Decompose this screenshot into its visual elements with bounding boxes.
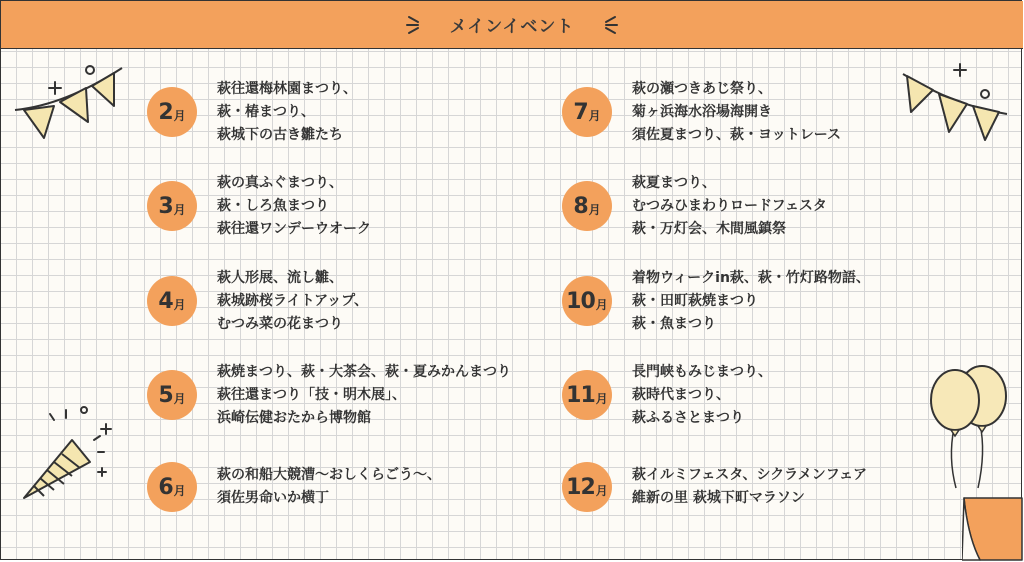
event-list: 萩の和船大競漕〜おしくらごう〜、 須佐男命いか横丁 [217, 467, 441, 506]
event-list: 萩の瀬つきあじ祭り、 菊ヶ浜海水浴場海開き 須佐夏まつり、萩・ヨットレース [632, 80, 842, 143]
event-list: 萩夏まつり、 むつみひまわりロードフェスタ 萩・万灯会、木間風鎮祭 [632, 174, 827, 237]
month-badge: 5 月 [147, 370, 197, 420]
event-row-february [147, 72, 357, 152]
month-badge: 10 月 [562, 276, 612, 326]
event-list: 長門峡もみじまつり、 萩時代まつり、 萩ふるさとまつり [632, 363, 772, 426]
month-badge: 7 月 [562, 87, 612, 137]
event-row-november [562, 355, 772, 435]
bunting-left-icon [10, 60, 130, 150]
event-row-october [562, 261, 870, 341]
event-row-july [562, 72, 841, 152]
event-list: 着物ウィークin萩、萩・竹灯路物語、 萩・田町萩焼まつり 萩・魚まつり [632, 269, 870, 332]
month-badge: 4 月 [147, 276, 197, 326]
bunting-right-icon [895, 58, 1015, 148]
sparkle-right-icon [596, 12, 618, 38]
header-bar [1, 1, 1023, 49]
event-row-april [147, 261, 368, 341]
month-badge: 11 月 [562, 370, 612, 420]
month-badge: 12 月 [562, 462, 612, 512]
event-list: 萩人形展、流し雛、 萩城跡桜ライトアップ、 むつみ菜の花まつり [217, 269, 369, 332]
event-list: 萩の真ふぐまつり、 萩・しろ魚まつり 萩往還ワンデーウオーク [217, 174, 371, 237]
event-row-august [562, 166, 827, 246]
month-badge: 2 月 [147, 87, 197, 137]
page-title: メインイベント [449, 17, 575, 37]
page-corner-fold [962, 497, 1024, 562]
sparkle-left-icon [406, 12, 428, 38]
event-row-june [147, 447, 441, 527]
balloons-icon [920, 362, 1015, 492]
party-popper-icon [14, 400, 124, 510]
month-badge: 8 月 [562, 181, 612, 231]
event-row-march [147, 166, 371, 246]
event-row-may [147, 355, 511, 435]
month-badge: 6 月 [147, 462, 197, 512]
event-list: 萩イルミフェスタ、シクラメンフェア 維新の里 萩城下町マラソン [632, 467, 868, 506]
month-badge: 3 月 [147, 181, 197, 231]
event-list: 萩焼まつり、萩・大茶会、萩・夏みかんまつり 萩往還まつり「技・明木展」、 浜崎伝健おたから博物館 [217, 363, 511, 426]
event-row-december [562, 447, 867, 527]
event-list: 萩往還梅林園まつり、 萩・椿まつり、 萩城下の古き雛たち [217, 80, 357, 143]
